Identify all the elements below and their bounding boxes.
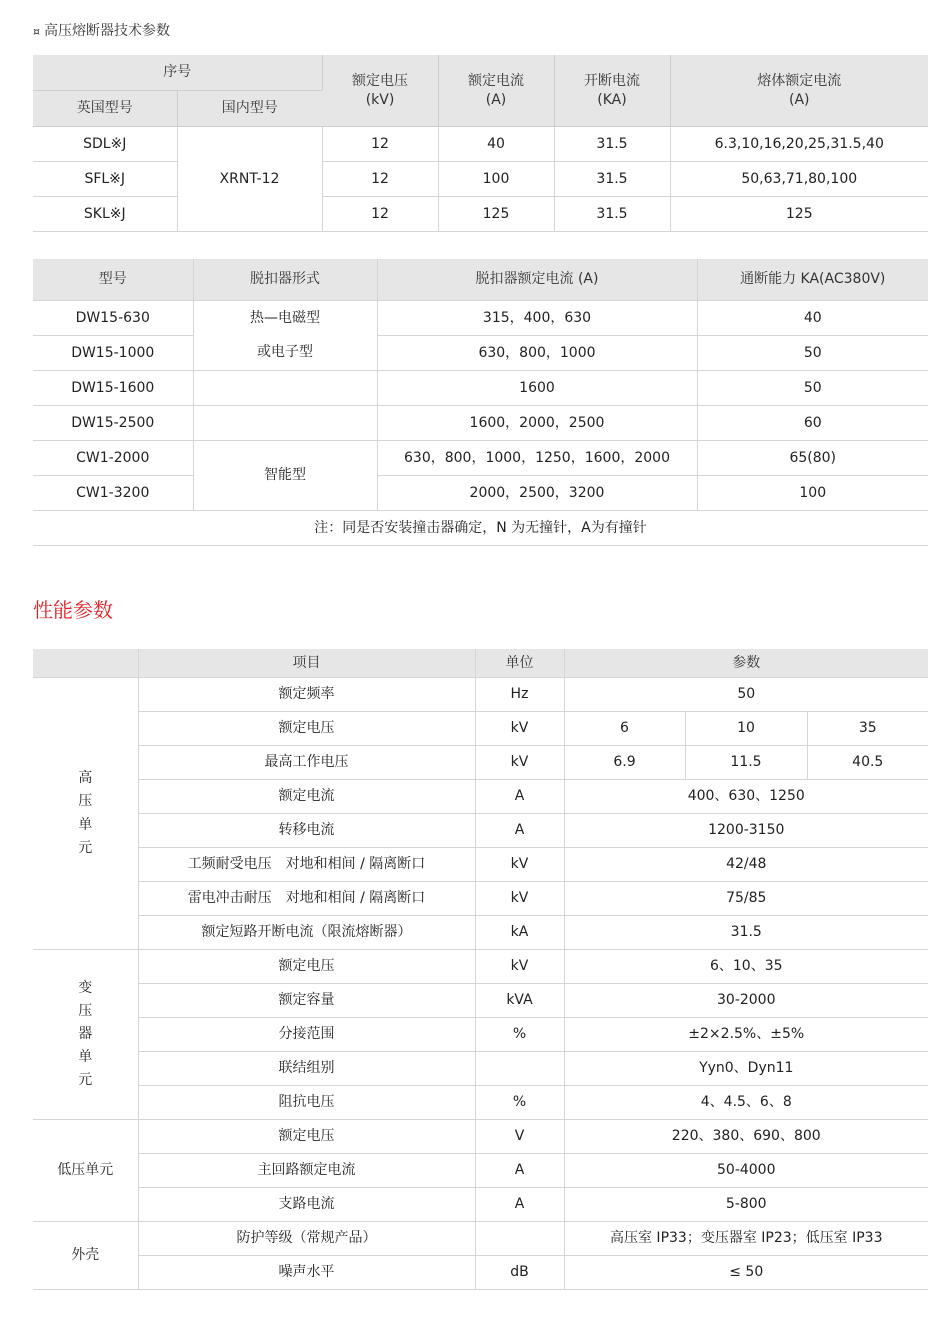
cell-unit: % <box>475 1086 564 1120</box>
cell-unit: kA <box>475 916 564 950</box>
cell-item: 额定容量 <box>138 984 475 1018</box>
cell-trip-current: 315，400，630 <box>377 301 697 336</box>
header-seq: 序号 <box>33 55 322 91</box>
cell-breaking-capacity: 40 <box>697 301 928 336</box>
cell-unit: kV <box>475 950 564 984</box>
group-label-char: 变 <box>78 979 93 996</box>
table-row <box>33 780 928 814</box>
cell-item: 额定短路开断电流（限流熔断器） <box>138 916 475 950</box>
cell-unit <box>475 1052 564 1086</box>
cell-item: 最高工作电压 <box>138 746 475 780</box>
header-breaking-capacity: 通断能力 KA(AC380V) <box>697 259 928 301</box>
cell-unit: A <box>475 814 564 848</box>
group-label-char: 元 <box>78 839 93 856</box>
table-row <box>33 1188 928 1222</box>
table-row <box>33 678 928 712</box>
cell-model: DW15-2500 <box>33 406 193 441</box>
cell-trip-current: 630，800，1000 <box>377 336 697 371</box>
group-hv-unit <box>33 678 138 950</box>
cell-item: 噪声水平 <box>138 1256 475 1290</box>
cell-item: 支路电流 <box>138 1188 475 1222</box>
cell-unit: kV <box>475 848 564 882</box>
header-rated-voltage: 额定电压 (kV) <box>322 55 438 127</box>
table-row <box>33 162 928 197</box>
cell-value: 6.9 <box>564 746 685 780</box>
table-row <box>33 814 928 848</box>
cell-value: 35 <box>807 712 928 746</box>
fuse-section-title-text: 高压熔断器技术参数 <box>44 23 170 39</box>
cell-model: DW15-1000 <box>33 336 193 371</box>
table-row <box>33 441 928 476</box>
cell-rated-current: 125 <box>438 197 554 232</box>
cell-trip-type-empty <box>193 371 377 406</box>
cell-rated-current: 100 <box>438 162 554 197</box>
group-lv-unit: 低压单元 <box>33 1120 138 1222</box>
cell-item: 防护等级（常规产品） <box>138 1222 475 1256</box>
cell-value: 42/48 <box>564 848 928 882</box>
cell-breaking-current: 31.5 <box>554 127 670 162</box>
cell-trip-current: 1600，2000，2500 <box>377 406 697 441</box>
performance-section-title: 性能参数 <box>33 598 113 622</box>
cell-unit: Hz <box>475 678 564 712</box>
cell-value: 220、380、690、800 <box>564 1120 928 1154</box>
cell-breaking-capacity: 60 <box>697 406 928 441</box>
cell-unit: kV <box>475 746 564 780</box>
table-row <box>33 848 928 882</box>
cell-model: DW15-630 <box>33 301 193 336</box>
header-cn-model: 国内型号 <box>177 91 322 127</box>
cell-value: 10 <box>685 712 807 746</box>
cell-item: 阻抗电压 <box>138 1086 475 1120</box>
cell-value: Yyn0、Dyn11 <box>564 1052 928 1086</box>
cell-value: 75/85 <box>564 882 928 916</box>
cell-unit: dB <box>475 1256 564 1290</box>
cell-unit: kV <box>475 882 564 916</box>
table-row <box>33 1256 928 1290</box>
cell-melt-current: 6.3,10,16,20,25,31.5,40 <box>670 127 928 162</box>
cell-item: 转移电流 <box>138 814 475 848</box>
cell-item: 额定频率 <box>138 678 475 712</box>
cell-item: 联结组别 <box>138 1052 475 1086</box>
cell-trip-type: 智能型 <box>193 441 377 511</box>
cell-value: 40.5 <box>807 746 928 780</box>
cell-rated-voltage: 12 <box>322 162 438 197</box>
table-row <box>33 371 928 406</box>
table-note: 注：同是否安装撞击器确定，N 为无撞针，A为有撞针 <box>33 511 928 546</box>
table-row <box>33 1086 928 1120</box>
header-param: 参数 <box>564 649 928 678</box>
cell-trip-current: 630，800，1000，1250，1600，2000 <box>377 441 697 476</box>
cell-value: 1200-3150 <box>564 814 928 848</box>
cell-value: 高压室 IP33；变压器室 IP23；低压室 IP33 <box>564 1222 928 1256</box>
cell-model: DW15-1600 <box>33 371 193 406</box>
cell-trip-type: 热—电磁型 <box>193 301 377 336</box>
header-trip-type: 脱扣器形式 <box>193 259 377 301</box>
header-en-model: 英国型号 <box>33 91 177 127</box>
cell-unit: A <box>475 1188 564 1222</box>
cell-trip-type-empty <box>193 406 377 441</box>
cell-model: CW1-3200 <box>33 476 193 511</box>
cell-value: 4、4.5、6、8 <box>564 1086 928 1120</box>
table-row <box>33 336 928 371</box>
cell-en-model: SKL※J <box>33 197 177 232</box>
table-row <box>33 882 928 916</box>
table-row <box>33 197 928 232</box>
cell-unit: V <box>475 1120 564 1154</box>
table-row <box>33 1154 928 1188</box>
group-label-char: 元 <box>78 1072 93 1089</box>
table-row <box>33 1222 928 1256</box>
table-row <box>33 950 928 984</box>
cell-unit: A <box>475 780 564 814</box>
cell-breaking-capacity: 100 <box>697 476 928 511</box>
cell-value: 50-4000 <box>564 1154 928 1188</box>
cell-breaking-current: 31.5 <box>554 162 670 197</box>
cell-value: ±2×2.5%、±5% <box>564 1018 928 1052</box>
breaker-table <box>33 259 928 546</box>
bullet-mark: ¤ <box>33 25 40 38</box>
group-label-char: 压 <box>78 793 93 810</box>
cell-en-model: SDL※J <box>33 127 177 162</box>
cell-model: CW1-2000 <box>33 441 193 476</box>
header-item: 项目 <box>138 649 475 678</box>
cell-value: 400、630、1250 <box>564 780 928 814</box>
header-model: 型号 <box>33 259 193 301</box>
cell-trip-type: 或电子型 <box>193 336 377 371</box>
table-row <box>33 916 928 950</box>
group-enclosure: 外壳 <box>33 1222 138 1290</box>
cell-cn-model: XRNT-12 <box>177 127 322 232</box>
cell-item: 工频耐受电压 对地和相间 / 隔离断口 <box>138 848 475 882</box>
cell-unit <box>475 1222 564 1256</box>
cell-unit: % <box>475 1018 564 1052</box>
cell-item: 主回路额定电流 <box>138 1154 475 1188</box>
group-label-char: 器 <box>78 1025 93 1042</box>
cell-value: 11.5 <box>685 746 807 780</box>
cell-breaking-capacity: 65(80) <box>697 441 928 476</box>
cell-item: 额定电压 <box>138 712 475 746</box>
table-row <box>33 301 928 336</box>
header-rated-current: 额定电流 (A) <box>438 55 554 127</box>
table-row <box>33 127 928 162</box>
cell-value: ≤ 50 <box>564 1256 928 1290</box>
cell-value: 6 <box>564 712 685 746</box>
cell-unit: A <box>475 1154 564 1188</box>
cell-rated-voltage: 12 <box>322 127 438 162</box>
table-row <box>33 984 928 1018</box>
cell-item: 额定电流 <box>138 780 475 814</box>
performance-table <box>33 649 928 1290</box>
group-transformer-unit <box>33 950 138 1120</box>
fuse-section-title <box>33 20 170 40</box>
cell-item: 雷电冲击耐压 对地和相间 / 隔离断口 <box>138 882 475 916</box>
cell-value: 30-2000 <box>564 984 928 1018</box>
cell-value: 50 <box>564 678 928 712</box>
cell-breaking-capacity: 50 <box>697 371 928 406</box>
header-melt-current: 熔体额定电流 (A) <box>670 55 928 127</box>
cell-value: 6、10、35 <box>564 950 928 984</box>
header-unit: 单位 <box>475 649 564 678</box>
cell-unit: kV <box>475 712 564 746</box>
table-row <box>33 406 928 441</box>
cell-trip-current: 2000，2500，3200 <box>377 476 697 511</box>
group-label-char: 压 <box>78 1002 93 1019</box>
cell-rated-current: 40 <box>438 127 554 162</box>
table-row <box>33 476 928 511</box>
cell-unit: kVA <box>475 984 564 1018</box>
cell-value: 5-800 <box>564 1188 928 1222</box>
group-label-char: 单 <box>78 1049 93 1066</box>
table-row <box>33 746 928 780</box>
table-row <box>33 712 928 746</box>
cell-value: 31.5 <box>564 916 928 950</box>
cell-item: 额定电压 <box>138 950 475 984</box>
group-label-char: 高 <box>78 770 93 787</box>
cell-trip-current: 1600 <box>377 371 697 406</box>
header-group <box>33 649 138 678</box>
cell-melt-current: 50,63,71,80,100 <box>670 162 928 197</box>
cell-rated-voltage: 12 <box>322 197 438 232</box>
cell-breaking-current: 31.5 <box>554 197 670 232</box>
header-trip-current: 脱扣器额定电流 (A) <box>377 259 697 301</box>
cell-en-model: SFL※J <box>33 162 177 197</box>
cell-item: 分接范围 <box>138 1018 475 1052</box>
fuse-parameters-table <box>33 55 928 232</box>
table-row <box>33 1052 928 1086</box>
table-row <box>33 1120 928 1154</box>
cell-melt-current: 125 <box>670 197 928 232</box>
group-label-char: 单 <box>78 816 93 833</box>
header-breaking-current: 开断电流 (KA) <box>554 55 670 127</box>
table-row <box>33 1018 928 1052</box>
cell-breaking-capacity: 50 <box>697 336 928 371</box>
cell-item: 额定电压 <box>138 1120 475 1154</box>
